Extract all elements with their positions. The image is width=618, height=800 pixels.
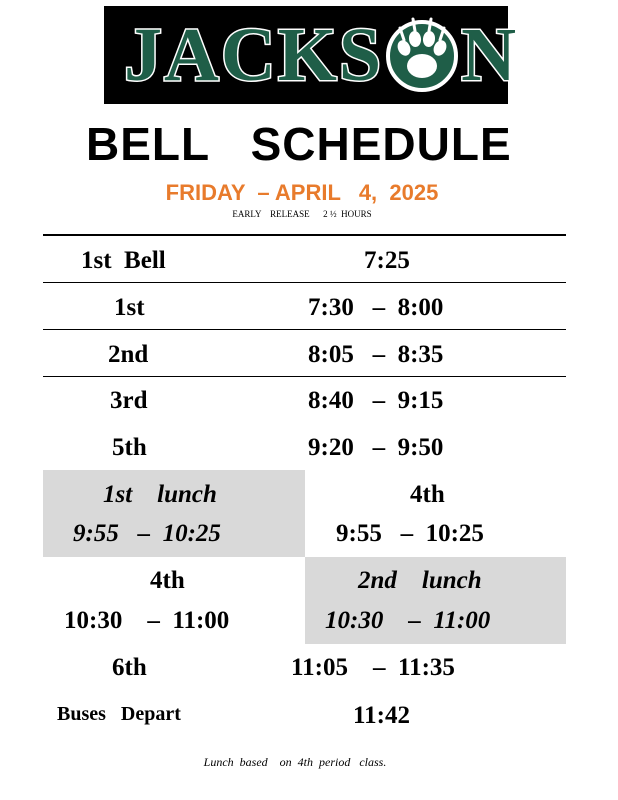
schedule-date: FRIDAY – APRIL 4, 2025 [165,180,439,205]
row-time-period-6: 11:05 – 11:35 [291,654,455,681]
row-time-period-1: 7:30 – 8:00 [308,294,444,321]
row-divider [43,329,566,330]
row-time-first-bell: 7:25 [364,247,410,274]
row-label-period-2: 2nd [108,341,149,368]
row-time-period-5: 9:20 – 9:50 [308,434,444,461]
lunch-footnote: Lunch based on 4th period class. [203,755,387,769]
paw-icon [382,14,462,94]
row-label-period-5: 5th [112,434,147,461]
table-top-rule [43,234,566,236]
row-divider [43,376,566,377]
row-label-period-1: 1st [114,294,145,321]
row-time-period-2: 8:05 – 8:35 [308,341,444,368]
page-title: BELL SCHEDULE [86,118,512,170]
row-label-period-6: 6th [112,654,147,681]
school-logo [104,6,519,104]
period-4-label: 4th [410,481,445,508]
logo-wordmark: JACKS N [124,13,519,97]
period-4-label: 4th [150,567,185,594]
row-time-buses-depart: 11:42 [353,702,410,729]
row-label-buses-depart: Buses Depart [57,703,181,725]
row-time-period-3: 8:40 – 9:15 [308,387,444,414]
row-label-period-3: 3rd [110,387,148,414]
early-release-note: EARLY RELEASE 2 ½ HOURS [232,209,372,219]
period-4-time: 9:55 – 10:25 [336,520,484,547]
second-lunch-label: 2nd lunch [358,567,482,594]
first-lunch-label: 1st lunch [103,481,217,508]
second-lunch-time: 10:30 – 11:00 [325,607,491,634]
row-divider [43,282,566,283]
period-4-time: 10:30 – 11:00 [64,607,230,634]
row-label-first-bell: 1st Bell [81,247,166,274]
first-lunch-time: 9:55 – 10:25 [73,520,221,547]
